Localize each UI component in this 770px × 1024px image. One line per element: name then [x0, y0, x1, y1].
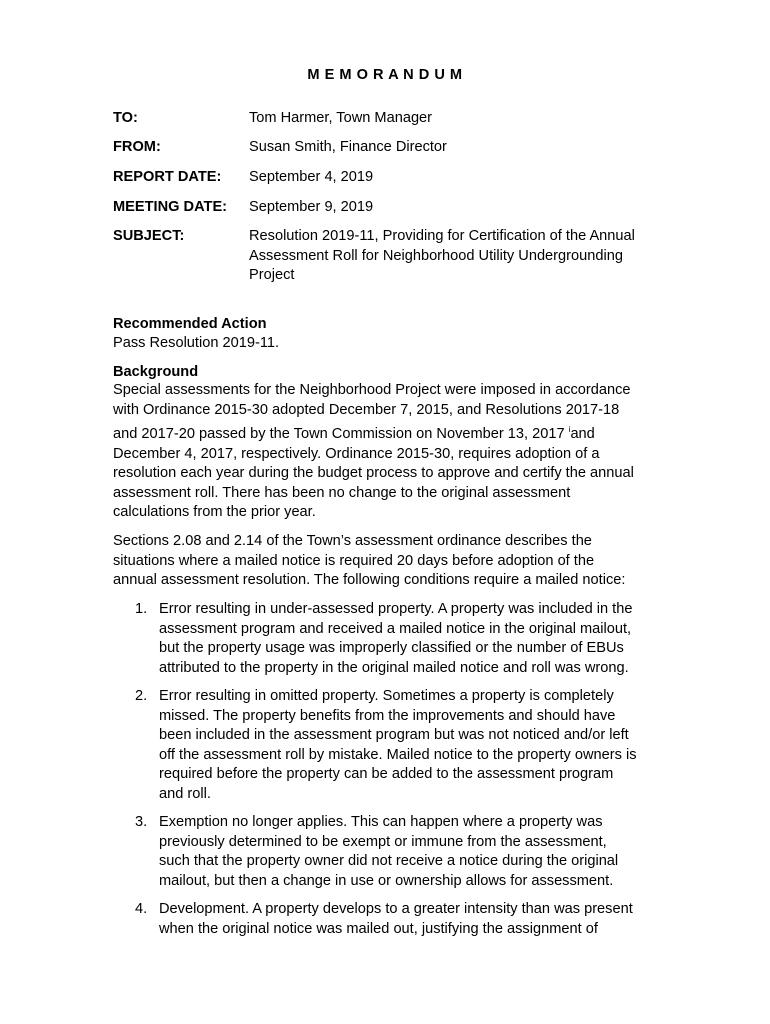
condition-number: 1.: [135, 601, 148, 617]
recommended-action-text: Pass Resolution 2019-11.: [113, 335, 280, 351]
paragraph-line: December 4, 2017, respectively. Ordinance 2015-30, requires adoption of a: [113, 445, 600, 462]
condition-line: but the property usage was improperly classified or the number of EBUs: [159, 640, 624, 656]
condition-line: previously determined to be exempt or immune from the assessment,: [159, 833, 607, 850]
condition-line: been included in the assessment program but was not noticed and/or left: [159, 727, 629, 743]
paragraph-line-text: and 2017-20 passed by the Town Commission on November 13, 2017: [113, 426, 569, 442]
condition-line: mailout, but then a change in use or ownership allows for assessment.: [159, 872, 614, 889]
condition-line: Development. A property develops to a greater intensity than was present: [159, 901, 633, 917]
from-label: FROM:: [113, 139, 161, 155]
subject-line: Assessment Roll for Neighborhood Utility Undergrounding: [249, 247, 623, 264]
paragraph-line: with Ordinance 2015-30 adopted December 7, 2015, and Resolutions 2017-18: [113, 401, 620, 418]
condition-text: [159, 900, 679, 939]
to-value: Tom Harmer, Town Manager: [249, 110, 433, 126]
condition-number: 3.: [135, 814, 148, 830]
subject-line: Project: [249, 267, 295, 283]
recommended-action-heading: Recommended Action: [113, 316, 267, 332]
paragraph-line: Special assessments for the Neighborhood Project were imposed in accordance: [113, 382, 631, 398]
paragraph-line: resolution each year during the budget process to approve and certify the annual: [113, 465, 634, 481]
paragraph-line: calculations from the prior year.: [113, 504, 316, 520]
paragraph-line: [113, 420, 663, 445]
condition-text: [159, 813, 679, 891]
condition-text: [159, 687, 679, 804]
endnote-marker: i: [568, 425, 571, 434]
background-paragraph-1: [113, 381, 663, 523]
paragraph-line: situations where a mailed notice is required 20 days before adoption of the: [113, 552, 595, 569]
from-value: Susan Smith, Finance Director: [249, 139, 447, 155]
meeting-date-value: September 9, 2019: [249, 199, 374, 215]
paragraph-line-text: and: [570, 426, 595, 442]
subject-value: [249, 227, 669, 286]
condition-line: required before the property can be added to the assessment program: [159, 766, 614, 782]
report-date-value: September 4, 2019: [249, 169, 374, 185]
condition-line: off the assessment roll by mistake. Mailed notice to the property owners is: [159, 746, 637, 763]
background-paragraph-2: [113, 532, 663, 591]
condition-line: such that the property owner did not receive a notice during the original: [159, 853, 619, 869]
condition-text: [159, 600, 679, 678]
subject-label: SUBJECT:: [113, 228, 185, 244]
meeting-date-label: MEETING DATE:: [113, 199, 228, 215]
background-heading: Background: [113, 364, 199, 380]
condition-line: Exemption no longer applies. This can happen where a property was: [159, 814, 603, 830]
paragraph-line: assessment roll. There has been no change to the original assessment: [113, 484, 571, 501]
condition-line: and roll.: [159, 785, 211, 802]
condition-line: when the original notice was mailed out, justifying the assignment of: [159, 920, 598, 937]
condition-line: Error resulting in omitted property. Sometimes a property is completely: [159, 688, 614, 704]
condition-number: 2.: [135, 688, 148, 704]
condition-line: attributed to the property in the original mailed notice and roll was wrong.: [159, 659, 629, 676]
to-label: TO:: [113, 110, 138, 126]
condition-line: Error resulting in under-assessed property. A property was included in the: [159, 601, 633, 617]
condition-line: missed. The property benefits from the improvements and should have: [159, 707, 616, 724]
memo-title: M E M O R A N D U M: [307, 67, 463, 83]
report-date-label: REPORT DATE:: [113, 169, 222, 185]
subject-line: Resolution 2019-11, Providing for Certification of the Annual: [249, 228, 635, 244]
condition-line: assessment program and received a mailed notice in the original mailout,: [159, 620, 632, 637]
paragraph-line: annual assessment resolution. The following conditions require a mailed notice:: [113, 572, 626, 588]
paragraph-line: Sections 2.08 and 2.14 of the Town’s assessment ordinance describes the: [113, 533, 592, 549]
condition-number: 4.: [135, 901, 148, 917]
